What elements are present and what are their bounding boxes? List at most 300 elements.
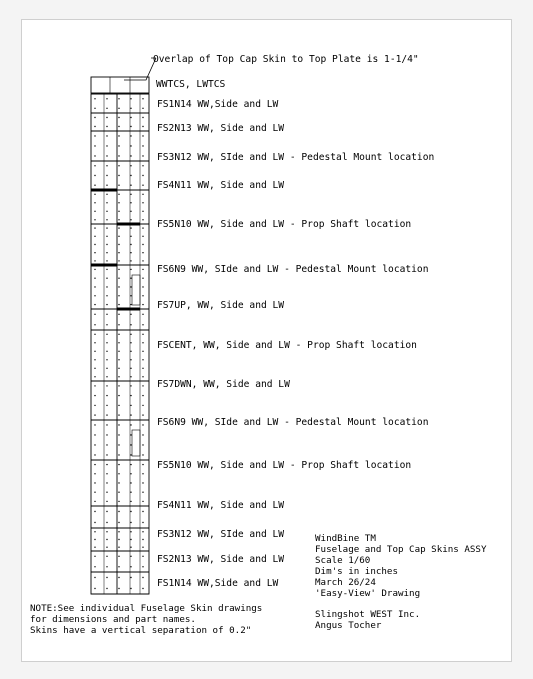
rivet-dot	[142, 324, 143, 325]
rivet-dot	[142, 202, 143, 203]
rivet-dot	[142, 492, 143, 493]
rivet-dot	[142, 351, 143, 352]
rivet-dot	[106, 547, 107, 548]
rivet-dot	[142, 269, 143, 270]
rivet-dot	[94, 556, 95, 557]
rivet-dot	[142, 588, 143, 589]
rivet-dot	[130, 444, 131, 445]
rivet-dot	[106, 482, 107, 483]
rivet-dot	[118, 454, 119, 455]
rivet-dot	[118, 473, 119, 474]
rivet-dot	[106, 304, 107, 305]
rivet-dot	[142, 304, 143, 305]
rivet-dot	[142, 434, 143, 435]
rivet-dot	[142, 108, 143, 109]
rivet-dot	[94, 185, 95, 186]
rivet-dot	[130, 165, 131, 166]
rivet-dot	[94, 202, 95, 203]
rivet-dot	[94, 511, 95, 512]
column-outline	[91, 94, 149, 594]
section-label: FS4N11 WW, Side and LW	[157, 180, 285, 191]
rivet-dot	[142, 227, 143, 228]
title-line: 'Easy-View' Drawing	[315, 588, 421, 599]
rivet-dot	[118, 588, 119, 589]
note-line: Skins have a vertical separation of 0.2"	[30, 625, 252, 636]
rivet-dot	[130, 539, 131, 540]
rivet-dot	[94, 324, 95, 325]
rivet-dot	[106, 155, 107, 156]
rivet-dot	[130, 219, 131, 220]
rivet-dot	[106, 219, 107, 220]
rivet-dot	[94, 424, 95, 425]
rivet-dot	[106, 252, 107, 253]
rivet-dot	[118, 385, 119, 386]
rivet-dot	[94, 395, 95, 396]
note-line: NOTE:See individual Fuselage Skin drawings	[30, 603, 263, 614]
rivet-dot	[142, 155, 143, 156]
rivet-dot	[130, 531, 131, 532]
rivet-dot	[106, 194, 107, 195]
rivet-dot	[94, 434, 95, 435]
rivet-dot	[106, 385, 107, 386]
rivet-dot	[118, 108, 119, 109]
rivet-dot	[94, 531, 95, 532]
rivet-dot	[106, 185, 107, 186]
rivet-dot	[130, 324, 131, 325]
rivet-dot	[142, 464, 143, 465]
author-name: Angus Tocher	[315, 620, 382, 631]
overlap-annotation: Overlap of Top Cap Skin to Top Plate is 1-1/4"	[153, 54, 419, 65]
rivet-dot	[130, 135, 131, 136]
rivet-dot	[118, 227, 119, 228]
section-label: FS5N10 WW, Side and LW - Prop Shaft location	[157, 219, 412, 230]
note-line: for dimensions and part names.	[30, 614, 196, 625]
rivet-dot	[106, 108, 107, 109]
rivet-dot	[142, 454, 143, 455]
rivet-dot	[94, 295, 95, 296]
rivet-dot	[130, 252, 131, 253]
rivet-dot	[130, 185, 131, 186]
rivet-dot	[130, 278, 131, 279]
rivet-dot	[130, 482, 131, 483]
section-label: FS5N10 WW, Side and LW - Prop Shaft location	[157, 460, 412, 471]
rivet-dot	[130, 295, 131, 296]
rivet-dot	[130, 454, 131, 455]
rivet-dot	[94, 359, 95, 360]
rivet-dot	[130, 304, 131, 305]
rivet-dot	[142, 185, 143, 186]
pedestal-mount-insert	[132, 430, 140, 456]
section-label: FS2N13 WW, Side and LW	[157, 123, 285, 134]
rivet-dot	[94, 260, 95, 261]
rivet-dot	[130, 351, 131, 352]
rivet-dot	[142, 244, 143, 245]
rivet-dot	[106, 511, 107, 512]
rivet-dot	[142, 314, 143, 315]
rivet-dot	[94, 342, 95, 343]
rivet-dot	[106, 424, 107, 425]
rivet-dot	[142, 165, 143, 166]
rivet-dot	[142, 473, 143, 474]
rivet-dot	[118, 376, 119, 377]
section-labels	[157, 99, 434, 589]
rivet-dot	[130, 334, 131, 335]
rivet-dot	[118, 492, 119, 493]
rivet-dot	[130, 211, 131, 212]
rivet-dot	[106, 211, 107, 212]
rivet-dot	[94, 501, 95, 502]
section-label: FS4N11 WW, Side and LW	[157, 500, 285, 511]
rivet-dot	[94, 444, 95, 445]
rivet-dot	[142, 126, 143, 127]
rivet-dot	[118, 342, 119, 343]
rivet-dot	[106, 566, 107, 567]
rivet-dot	[118, 482, 119, 483]
rivet-dot	[130, 385, 131, 386]
rivet-dot	[118, 511, 119, 512]
rivet-dot	[142, 175, 143, 176]
rivet-dot	[130, 175, 131, 176]
rivet-dot	[94, 376, 95, 377]
rivet-dot	[142, 395, 143, 396]
rivet-dot	[106, 117, 107, 118]
rivet-dot	[130, 577, 131, 578]
rivet-dot	[130, 117, 131, 118]
rivet-dot	[118, 295, 119, 296]
fuselage-column	[91, 94, 149, 594]
rivet-dot	[118, 194, 119, 195]
rivet-dot	[106, 376, 107, 377]
rivet-dot	[106, 351, 107, 352]
rivet-dot	[142, 556, 143, 557]
rivet-dot	[106, 126, 107, 127]
title-line: March 26/24	[315, 577, 376, 588]
rivet-dot	[142, 117, 143, 118]
rivet-dot	[130, 511, 131, 512]
rivet-dot	[106, 434, 107, 435]
section-label: FS2N13 WW, Side and LW	[157, 554, 285, 565]
rivet-dot	[94, 219, 95, 220]
rivet-dot	[94, 244, 95, 245]
rivet-dot	[106, 236, 107, 237]
rivet-dot	[118, 405, 119, 406]
rivet-dot	[130, 492, 131, 493]
rivet-dot	[94, 577, 95, 578]
rivet-dot	[130, 501, 131, 502]
rivet-dot	[142, 286, 143, 287]
rivet-dot	[118, 351, 119, 352]
rivet-dot	[130, 260, 131, 261]
rivet-dot	[130, 547, 131, 548]
rivet-dot	[118, 334, 119, 335]
rivet-dot	[118, 165, 119, 166]
top-cap-block	[91, 77, 149, 93]
rivet-dot	[130, 405, 131, 406]
rivet-dot	[130, 588, 131, 589]
section-label: FS1N14 WW,Side and LW	[157, 99, 279, 110]
rivet-dot	[106, 395, 107, 396]
rivet-dot	[142, 531, 143, 532]
rivet-dot	[118, 244, 119, 245]
title-line: Fuselage and Top Cap Skins ASSY	[315, 544, 487, 555]
rivet-dot	[130, 368, 131, 369]
rivet-dot	[130, 98, 131, 99]
rivet-dot	[118, 211, 119, 212]
rivet-dot	[94, 108, 95, 109]
rivet-dot	[118, 252, 119, 253]
rivet-dot	[94, 385, 95, 386]
rivet-dot	[118, 522, 119, 523]
rivet-dot	[130, 464, 131, 465]
rivet-dot	[94, 278, 95, 279]
rivet-dot	[142, 342, 143, 343]
rivet-dot	[142, 566, 143, 567]
rivet-dot	[142, 260, 143, 261]
notes-block	[30, 603, 262, 636]
company-name: Slingshot WEST Inc.	[315, 609, 421, 620]
rivet-dot	[94, 414, 95, 415]
rivet-dot	[118, 556, 119, 557]
rivet-dot	[106, 286, 107, 287]
rivet-dot	[118, 531, 119, 532]
rivet-dot	[142, 368, 143, 369]
rivet-dot	[142, 539, 143, 540]
rivet-dot	[106, 227, 107, 228]
joint-mark	[91, 264, 117, 267]
section-label: FS7DWN, WW, Side and LW	[157, 379, 290, 390]
rivet-dot	[94, 211, 95, 212]
rivet-dot	[142, 236, 143, 237]
rivet-dot	[142, 444, 143, 445]
rivet-dot	[130, 227, 131, 228]
section-label: FS3N12 WW, SIde and LW	[157, 529, 285, 540]
rivet-dot	[118, 359, 119, 360]
rivet-dot	[106, 531, 107, 532]
rivet-dot	[142, 501, 143, 502]
rivet-dot	[94, 473, 95, 474]
rivet-dot	[106, 202, 107, 203]
rivet-dot	[94, 351, 95, 352]
rivet-dot	[118, 368, 119, 369]
rivet-dot	[142, 359, 143, 360]
rivet-dot	[130, 522, 131, 523]
rivet-dot	[94, 334, 95, 335]
rivet-dot	[118, 155, 119, 156]
rivet-dot	[130, 194, 131, 195]
rivet-dot	[142, 295, 143, 296]
rivet-dot	[94, 464, 95, 465]
rivet-dot	[130, 395, 131, 396]
rivet-dot	[142, 98, 143, 99]
rivet-dot	[118, 269, 119, 270]
rivet-dot	[118, 260, 119, 261]
rivet-dot	[106, 473, 107, 474]
rivet-dot	[130, 202, 131, 203]
rivet-dot	[142, 577, 143, 578]
rivet-dot	[142, 219, 143, 220]
rivet-dot	[94, 405, 95, 406]
rivet-dot	[106, 269, 107, 270]
rivet-dot	[118, 547, 119, 548]
rivet-dot	[130, 155, 131, 156]
rivet-dot	[130, 414, 131, 415]
rivet-dot	[118, 414, 119, 415]
section-label: FS6N9 WW, SIde and LW - Pedestal Mount location	[157, 417, 429, 428]
rivet-dot	[94, 539, 95, 540]
rivet-dot	[118, 286, 119, 287]
rivet-dot	[106, 556, 107, 557]
rivet-dot	[94, 454, 95, 455]
rivet-dot	[106, 359, 107, 360]
rivet-dot	[118, 577, 119, 578]
rivet-dot	[118, 424, 119, 425]
rivet-dot	[118, 135, 119, 136]
rivet-dot	[106, 368, 107, 369]
rivet-dot	[130, 269, 131, 270]
rivet-dot	[142, 334, 143, 335]
rivet-dot	[94, 482, 95, 483]
rivet-dot	[130, 556, 131, 557]
rivet-dot	[130, 286, 131, 287]
rivet-dot	[142, 252, 143, 253]
rivet-dot	[106, 405, 107, 406]
rivet-dot	[106, 492, 107, 493]
rivet-dot	[94, 492, 95, 493]
title-block	[315, 533, 487, 599]
rivet-dot	[142, 522, 143, 523]
joint-mark	[91, 189, 117, 192]
rivet-dot	[118, 278, 119, 279]
rivet-dot	[118, 185, 119, 186]
rivet-dot	[118, 444, 119, 445]
rivet-dot	[118, 126, 119, 127]
rivet-dot	[94, 286, 95, 287]
rivet-dot	[94, 117, 95, 118]
rivet-dot	[106, 278, 107, 279]
rivet-dot	[106, 444, 107, 445]
rivet-dot	[130, 473, 131, 474]
rivet-dot	[142, 376, 143, 377]
rivet-dot	[142, 194, 143, 195]
rivet-dot	[94, 588, 95, 589]
rivet-dot	[118, 395, 119, 396]
top-cap-label: WWTCS, LWTCS	[156, 79, 226, 90]
rivet-dot	[94, 165, 95, 166]
rivet-dot	[118, 314, 119, 315]
rivet-dot	[118, 324, 119, 325]
rivet-dot	[118, 539, 119, 540]
rivet-dot	[94, 98, 95, 99]
joint-mark	[117, 223, 140, 226]
rivet-dot	[118, 464, 119, 465]
rivet-dot	[130, 236, 131, 237]
rivet-dot	[94, 368, 95, 369]
rivet-dot	[106, 324, 107, 325]
rivet-dot	[130, 424, 131, 425]
rivet-dot	[106, 342, 107, 343]
rivet-dot	[142, 482, 143, 483]
rivet-dot	[106, 454, 107, 455]
rivet-dot	[106, 414, 107, 415]
rivet-dot	[106, 334, 107, 335]
rivet-dot	[142, 278, 143, 279]
rivet-dot	[142, 511, 143, 512]
rivet-dot	[106, 577, 107, 578]
drawing-sheet	[21, 19, 512, 662]
rivet-dot	[106, 175, 107, 176]
rivet-dot	[118, 98, 119, 99]
rivet-dot	[94, 547, 95, 548]
rivet-dot	[94, 175, 95, 176]
rivet-dot	[106, 145, 107, 146]
rivet-dot	[118, 566, 119, 567]
rivet-dot	[94, 155, 95, 156]
rivet-dot	[106, 295, 107, 296]
rivet-dot	[118, 236, 119, 237]
rivet-dot	[106, 314, 107, 315]
title-line: WindBine TM	[315, 533, 376, 544]
rivet-dot	[94, 269, 95, 270]
rivet-dot	[118, 304, 119, 305]
rivet-dot	[130, 376, 131, 377]
assembly-drawing	[22, 20, 511, 661]
rivet-dot	[94, 236, 95, 237]
rivet-dot	[142, 135, 143, 136]
section-label: FS6N9 WW, SIde and LW - Pedestal Mount location	[157, 264, 429, 275]
rivet-dot	[106, 260, 107, 261]
rivet-dot	[106, 588, 107, 589]
rivet-dot	[130, 145, 131, 146]
rivet-dot	[106, 165, 107, 166]
rivet-dot	[94, 566, 95, 567]
rivet-dot	[130, 244, 131, 245]
rivet-dot	[142, 145, 143, 146]
rivet-dot	[106, 464, 107, 465]
pedestal-mount-insert	[132, 275, 140, 305]
rivet-dot	[106, 522, 107, 523]
rivet-dot	[130, 342, 131, 343]
title-line: Dim's in inches	[315, 566, 398, 577]
rivet-dot	[142, 405, 143, 406]
rivet-dot	[94, 126, 95, 127]
rivet-dot	[94, 252, 95, 253]
rivet-dot	[118, 117, 119, 118]
rivet-dot	[94, 227, 95, 228]
rivet-dot	[118, 501, 119, 502]
rivet-dot	[94, 135, 95, 136]
rivet-dot	[130, 566, 131, 567]
rivet-dot	[106, 244, 107, 245]
section-label: FS3N12 WW, SIde and LW - Pedestal Mount location	[157, 152, 435, 163]
rivet-dot	[118, 175, 119, 176]
rivet-dot	[106, 501, 107, 502]
rivet-dot	[106, 539, 107, 540]
rivet-dot	[94, 145, 95, 146]
rivet-dot	[118, 219, 119, 220]
rivet-dot	[118, 202, 119, 203]
company-block	[315, 609, 420, 631]
rivet-dot	[142, 547, 143, 548]
section-label: FS1N14 WW,Side and LW	[157, 578, 279, 589]
rivet-dot	[94, 194, 95, 195]
rivet-dot	[106, 98, 107, 99]
rivet-dot	[130, 434, 131, 435]
rivet-dot	[94, 304, 95, 305]
rivet-dot	[130, 108, 131, 109]
rivet-dot	[118, 434, 119, 435]
title-line: Scale 1/60	[315, 555, 371, 566]
rivet-dot	[130, 126, 131, 127]
